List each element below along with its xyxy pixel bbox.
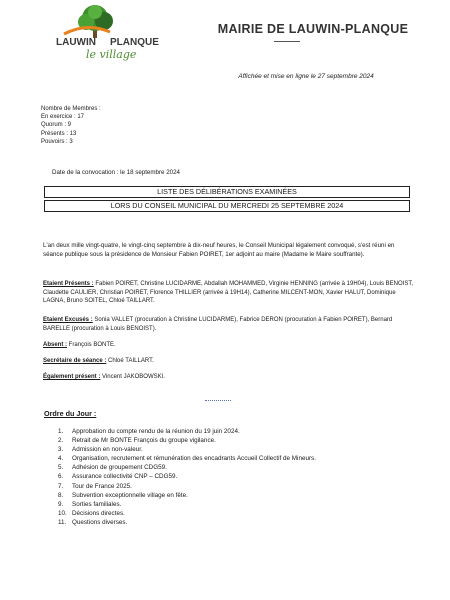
logo-text-planque: PLANQUE — [110, 37, 159, 48]
deliberations-header — [44, 186, 410, 212]
posting-date: Affichée et mise en ligne le 27 septembre 2024 — [238, 73, 374, 80]
ordre-du-jour-heading: Ordre du Jour : — [44, 409, 97, 418]
agenda-item: 2. Retrait de Mr BONTE François du groupe vigilance. — [58, 437, 216, 445]
egalement-label: Également présent : — [43, 374, 101, 380]
section-separator — [205, 400, 231, 401]
agenda-item: 9. Sorties familiales. — [58, 500, 122, 508]
presents-text: Fabien POIRET, Christine LUCIDARME, Abdallah MOHAMMED, Virginie HENNING (arrivée à 19H04), Louis BENOIST, Claudette CAULIER, Christian POIRET, Florence THILLIER (arrivée à 19H14), Catherine MILCENT-MON, Xavier HALUT, Dominique LAGNA, Bruno SOITEL, Chloé TAILLART. — [43, 281, 414, 305]
agenda-item: 5. Adhésion de groupement CDG59. — [58, 464, 167, 472]
excuses-paragraph — [43, 316, 415, 333]
excuses-text: Sonia VALLET (procuration à Christine LUCIDARME), Fabrice DERON (procuration à Fabien POIRET), Bernard BARELLE (procuration à Louis BENOIST). — [43, 317, 393, 332]
egalement-text: Vincent JAKOBOWSKI. — [100, 374, 165, 380]
absent-paragraph — [43, 341, 415, 350]
presents-label: Etaient Présents : — [43, 281, 94, 287]
members-row: Présents : 13 — [41, 130, 77, 137]
agenda-item: 10. Décisions directes. — [58, 509, 125, 517]
ordre-du-jour-list — [58, 427, 316, 527]
agenda-item: 7. Tour de France 2025. — [58, 482, 132, 490]
excuses-label: Etaient Excusés : — [43, 317, 93, 323]
intro-paragraph: L'an deux mille vingt-quatre, le vingt-cinq septembre à dix-neuf heures, le Conseil Municipal légalement convoqué, s'est réuni en séance publique sous la présidence de Monsieur Fabien POIRET, 1er adjoint au maire (Madame le Maire souffrante). — [43, 242, 395, 258]
agenda-item: 3. Admission en non-valeur. — [58, 446, 143, 454]
agenda-item: 1. Approbation du compte rendu de la réunion du 19 juin 2024. — [58, 428, 240, 435]
page-title: MAIRIE DE LAUWIN-PLANQUE — [217, 22, 409, 36]
deliberations-title-line1: LISTE DES DÉLIBÉRATIONS EXAMINÉES — [44, 186, 410, 198]
agenda-item: 11. Questions diverses. — [58, 518, 128, 526]
absent-text: François BONTE. — [67, 342, 116, 348]
village-logo — [52, 4, 159, 61]
members-row: En exercice : 17 — [41, 114, 85, 121]
agenda-item: 4. Organisation, recrutement et rémunération des encadrants Accueil Collectif de Mineurs. — [58, 455, 316, 463]
egalement-paragraph — [43, 373, 415, 382]
agenda-item: 6. Assurance collectivité CNP – CDG59. — [58, 473, 178, 481]
secretaire-text: Chloé TAILLART. — [106, 358, 154, 364]
secretaire-paragraph — [43, 357, 415, 366]
agenda-item: 8. Subvention exceptionnelle village en fête. — [58, 491, 188, 499]
convocation-date: Date de la convocation : le 18 septembre 2024 — [52, 169, 180, 176]
logo-text-lauwin: LAUWIN — [56, 37, 96, 48]
deliberations-title-line2: LORS DU CONSEIL MUNICIPAL DU MERCREDI 25 SEPTEMBRE 2024 — [44, 200, 410, 212]
members-heading: Nombre de Membres : — [41, 106, 101, 112]
title-underline — [274, 41, 300, 42]
absent-label: Absent : — [43, 342, 67, 348]
tree-logo-icon — [52, 4, 159, 61]
secretaire-label: Secrétaire de séance : — [43, 358, 107, 364]
members-row: Pouvoirs : 3 — [41, 138, 73, 145]
members-row: Quorum : 9 — [41, 122, 72, 129]
members-block — [41, 105, 101, 146]
presents-paragraph — [43, 280, 415, 306]
logo-script-text: le village — [86, 48, 137, 61]
